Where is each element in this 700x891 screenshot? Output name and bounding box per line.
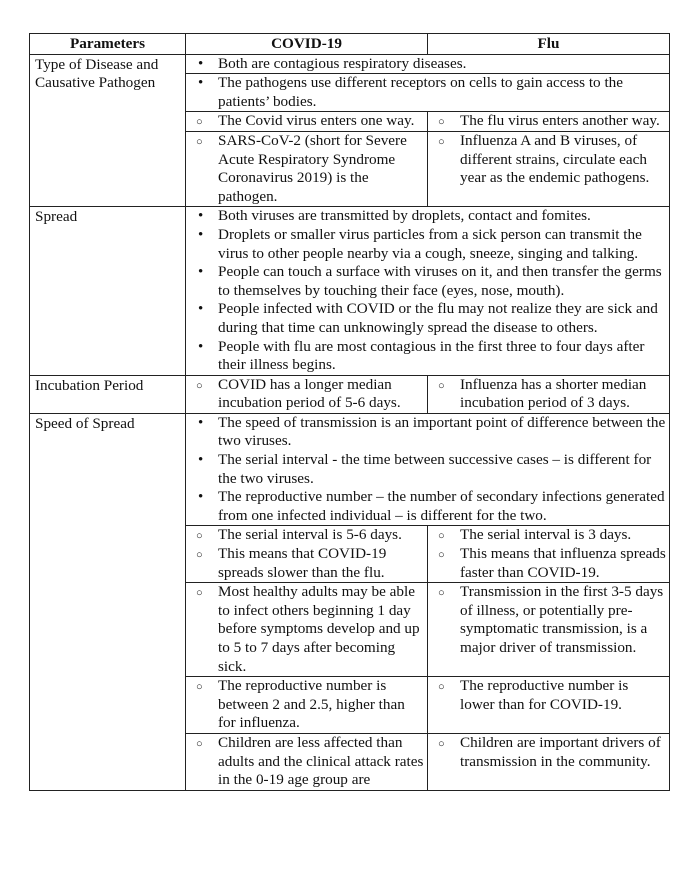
param-incubation: Incubation Period bbox=[30, 375, 186, 413]
list-item: ○ Children are less affected than adults and the clinical attack rates in the 0-19 age group are bbox=[186, 734, 427, 790]
table-row bbox=[30, 413, 670, 526]
table-row bbox=[30, 207, 670, 375]
list-item: ○ COVID has a longer median incubation period of 5-6 days. bbox=[186, 376, 427, 413]
list-item: ○ SARS-CoV-2 (short for Severe Acute Respiratory Syndrome Coronavirus 2019) is the pathogen. bbox=[186, 132, 427, 206]
list-item: • The reproductive number – the number of secondary infections generated from one infected individual – is different for the two. bbox=[186, 488, 669, 525]
list-item: ○ The flu virus enters another way. bbox=[428, 112, 669, 131]
param-spread: Spread bbox=[30, 207, 186, 375]
list-item: ○ Most healthy adults may be able to infect others beginning 1 day before symptoms develop and up to 5 to 7 days after becoming sick. bbox=[186, 583, 427, 676]
header-covid: COVID-19 bbox=[186, 34, 428, 55]
list-item: • The serial interval - the time between successive cases – is different for the two viruses. bbox=[186, 451, 669, 488]
list-item: • The pathogens use different receptors on cells to gain access to the patients’ bodies. bbox=[186, 74, 669, 111]
header-parameters: Parameters bbox=[30, 34, 186, 55]
header-flu: Flu bbox=[428, 34, 670, 55]
list-item: ○ Influenza A and B viruses, of different strains, circulate each year as the endemic pathogens. bbox=[428, 132, 669, 188]
comparison-table bbox=[29, 33, 670, 791]
list-item: • The speed of transmission is an important point of difference between the two viruses. bbox=[186, 414, 669, 451]
param-speed: Speed of Spread bbox=[30, 413, 186, 790]
list-item: • People infected with COVID or the flu may not realize they are sick and during that time can unknowingly spread the disease to others. bbox=[186, 300, 669, 337]
table-row bbox=[30, 54, 670, 74]
list-item: ○ This means that influenza spreads faster than COVID-19. bbox=[428, 545, 669, 582]
list-item: ○ The serial interval is 3 days. bbox=[428, 526, 669, 545]
list-item: ○ This means that COVID-19 spreads slower than the flu. bbox=[186, 545, 427, 582]
list-item: ○ Transmission in the first 3-5 days of illness, or potentially pre-symptomatic transmission, is a major driver of transmission. bbox=[428, 583, 669, 657]
list-item: ○ The Covid virus enters one way. bbox=[186, 112, 427, 131]
list-item: • People can touch a surface with viruses on it, and then transfer the germs to themselves by touching their face (eyes, nose, mouth). bbox=[186, 263, 669, 300]
list-item: ○ The reproductive number is lower than for COVID-19. bbox=[428, 677, 669, 714]
param-disease: Type of Disease and Causative Pathogen bbox=[30, 54, 186, 207]
list-item: ○ The reproductive number is between 2 and 2.5, higher than for influenza. bbox=[186, 677, 427, 733]
list-item: • Droplets or smaller virus particles from a sick person can transmit the virus to other people nearby via a cough, sneeze, singing and talking. bbox=[186, 226, 669, 263]
list-item: • People with flu are most contagious in the first three to four days after their illness begins. bbox=[186, 338, 669, 375]
list-item: • Both are contagious respiratory diseases. bbox=[186, 55, 669, 74]
list-item: • Both viruses are transmitted by droplets, contact and fomites. bbox=[186, 207, 669, 226]
table-row bbox=[30, 375, 670, 413]
list-item: ○ Children are important drivers of transmission in the community. bbox=[428, 734, 669, 771]
list-item: ○ The serial interval is 5-6 days. bbox=[186, 526, 427, 545]
header-row bbox=[30, 34, 670, 55]
list-item: ○ Influenza has a shorter median incubation period of 3 days. bbox=[428, 376, 669, 413]
